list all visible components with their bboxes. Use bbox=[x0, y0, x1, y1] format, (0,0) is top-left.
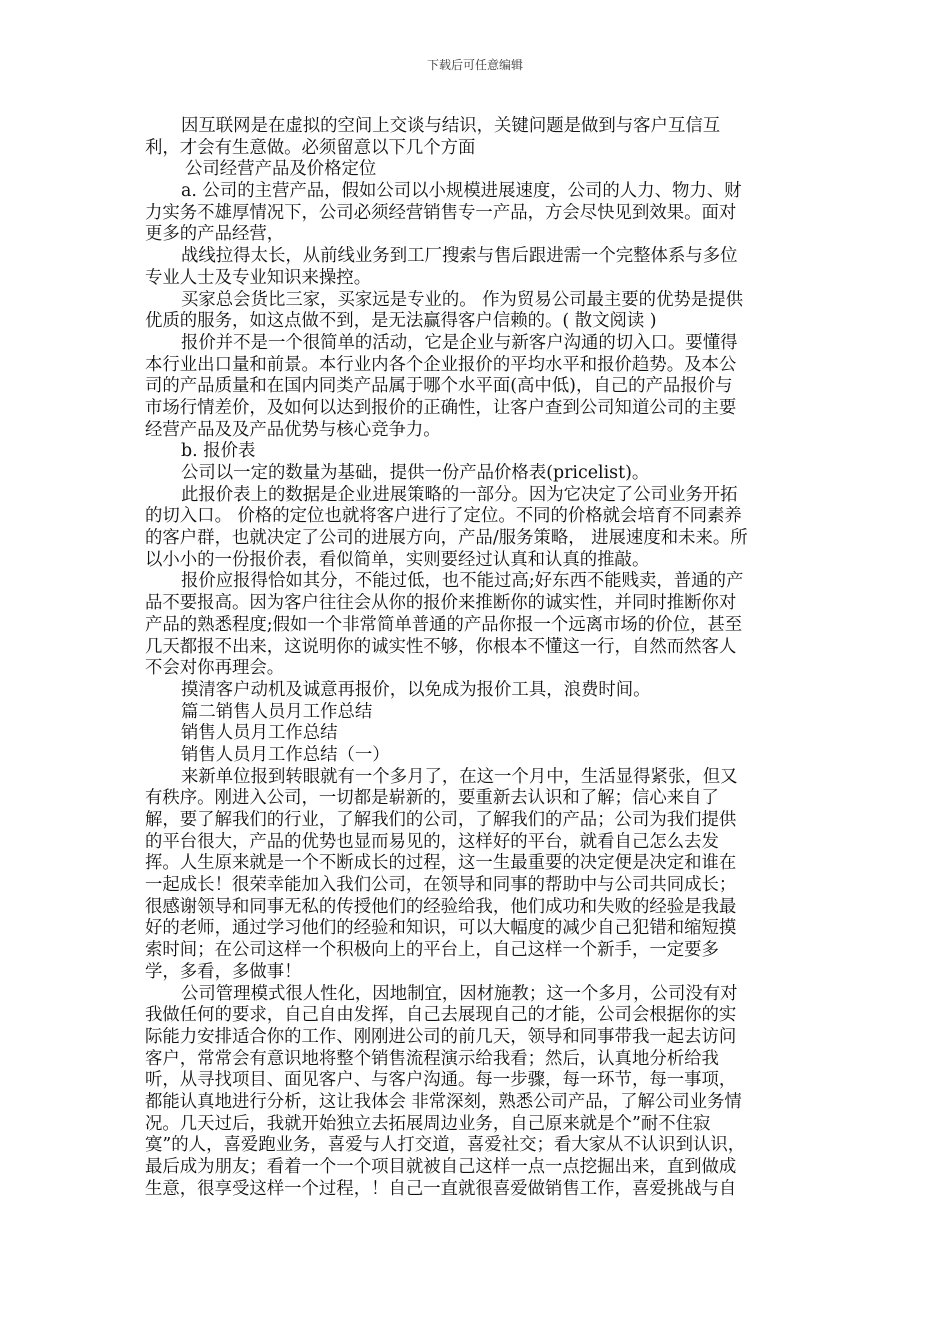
text-line: 力实务不雄厚情况下，公司必须经营销售专一产品，方会尽快见到效果。面对 bbox=[145, 202, 737, 223]
text-line: 篇二销售人员月工作总结 bbox=[181, 701, 373, 722]
text-line: 索时间；在公司这样一个积极向上的平台上，自己这样一个新手，一定要多 bbox=[145, 940, 719, 961]
text-line: 几天都报不出来，这说明你的诚实性不够，你根本不懂这一行，自然而然客人 bbox=[145, 636, 737, 657]
text-line: 客户，常常会有意识地将整个销售流程演示给我看；然后，认真地分析给我 bbox=[145, 1048, 719, 1069]
text-line: 的客户群，也就决定了公司的进展方向，产品/服务策略， 进展速度和未来。所 bbox=[145, 528, 748, 549]
text-line: 销售人员月工作总结 bbox=[181, 723, 338, 744]
text-line: 报价应报得恰如其分，不能过低，也不能过高;好东西不能贱卖，普通的产 bbox=[181, 571, 744, 592]
text-line: 最后成为朋友；看着一个一个项目就被自己这样一点一点挖掘出来，直到做成 bbox=[145, 1157, 737, 1177]
text-line: 的平台很大，产品的优势也显而易见的，这样好的平台，就看自己怎么去发 bbox=[145, 831, 719, 852]
text-line: 更多的产品经营， bbox=[145, 224, 285, 245]
text-line: 有秩序。刚进入公司，一切都是崭新的，要重新去认识和了解；信心来自了 bbox=[145, 788, 719, 809]
text-line: 市场行情差价，及如何以达到报价的正确性，让客户查到公司知道公司的主要 bbox=[145, 397, 737, 418]
text-line: 战线拉得太长，从前线业务到工厂搜索与售后跟进需一个完整体系与多位 bbox=[181, 246, 738, 267]
text-line: 况。几天过后，我就开始独立去拓展周边业务，自己原来就是个”耐不住寂 bbox=[145, 1113, 711, 1134]
text-line: 经营产品及及产品优势与核心竞争力。 bbox=[145, 419, 441, 440]
text-line: 公司经营产品及价格定位 bbox=[185, 159, 377, 180]
text-line: 一起成长！很荣幸能加入我们公司，在领导和同事的帮助中与公司共同成长； bbox=[145, 875, 737, 896]
text-line: 利，才会有生意做。必须留意以下几个方面 bbox=[145, 137, 476, 158]
text-line: 以小小的一份报价表，看似简单，实则要经过认真和认真的推敲。 bbox=[145, 549, 650, 570]
text-line: 解，要了解我们的行业，了解我们的公司，了解我们的产品；公司为我们提供 bbox=[145, 810, 737, 830]
text-line: 好的老师，通过学习他们的经验和知识，可以大幅度的减少自己犯错和缩短摸 bbox=[145, 918, 737, 939]
text-line: 听，从寻找项目、面见客户、与客户沟通。每一步骤，每一环节，每一事项， bbox=[145, 1070, 737, 1091]
text-line: 买家总会货比三家，买家远是专业的。 作为贸易公司最主要的优势是提供 bbox=[181, 289, 744, 310]
text-line: 寞”的人，喜爱跑业务，喜爱与人打交道，喜爱社交；看大家从不认识到认识， bbox=[145, 1135, 746, 1156]
text-line: 挥。人生原来就是一个不断成长的过程，这一生最重要的决定便是决定和谁在 bbox=[145, 853, 737, 874]
text-line: 专业人士及专业知识来操控。 bbox=[145, 267, 372, 288]
text-line: 公司管理模式很人性化，因地制宜，因材施教；这一个多月，公司没有对 bbox=[181, 983, 738, 1004]
text-line: 此报价表上的数据是企业进展策略的一部分。因为它决定了公司业务开拓 bbox=[181, 484, 738, 505]
text-line: 本行业出口量和前景。本行业内各个企业报价的平均水平和报价趋势。及本公 bbox=[145, 354, 737, 375]
text-line: 的切入口。 价格的定位也就将客户进行了定位。不同的价格就会培育不同素养 bbox=[145, 506, 742, 527]
page-header: 下载后可任意编辑 bbox=[426, 58, 523, 72]
text-line: 学，多看，多做事！ bbox=[145, 961, 302, 982]
text-line: 优质的服务，如这点做不到，是无法赢得客户信赖的。( 散文阅读 ) bbox=[145, 311, 657, 332]
text-line: 因互联网是在虚拟的空间上交谈与结识，关键问题是做到与客户互信互 bbox=[181, 116, 721, 136]
text-line: a. 公司的主营产品，假如公司以小规模进展速度，公司的人力、物力、财 bbox=[181, 181, 742, 202]
text-line: 我做任何的要求，自己自由发挥，自己去展现自己的才能，公司会根据你的实 bbox=[145, 1005, 737, 1026]
text-line: 摸清客户动机及诚意再报价，以免成为报价工具，浪费时间。 bbox=[181, 679, 651, 700]
text-line: 公司以一定的数量为基础，提供一份产品价格表(pricelist)。 bbox=[181, 463, 650, 483]
text-line: 不会对你再理会。 bbox=[145, 658, 285, 679]
text-line: b. 报价表 bbox=[181, 441, 256, 462]
text-line: 品不要报高。因为客户往往会从你的报价来推断你的诚实性，并同时推断你对 bbox=[145, 593, 737, 614]
text-line: 报价并不是一个很简单的活动，它是企业与新客户沟通的切入口。要懂得 bbox=[181, 332, 738, 353]
text-line: 很感谢领导和同事无私的传授他们的经验给我，他们成功和失败的经验是我最 bbox=[145, 896, 737, 917]
text-line: 都能认真地进行分析，这让我体会 非常深刻，熟悉公司产品，了解公司业务情 bbox=[145, 1091, 742, 1112]
text-line: 产品的熟悉程度;假如一个非常简单普通的产品你报一个远离市场的价位，甚至 bbox=[145, 614, 743, 635]
text-line: 来新单位报到转眼就有一个多月了，在这一个月中，生活显得紧张，但又 bbox=[181, 766, 738, 787]
text-line: 销售人员月工作总结（一） bbox=[181, 744, 390, 765]
text-line: 际能力安排适合你的工作、刚刚进公司的前几天，领导和同事带我一起去访问 bbox=[145, 1026, 737, 1047]
text-line: 生意，很享受这样一个过程，！自己一直就很喜爱做销售工作，喜爱挑战与自 bbox=[145, 1178, 737, 1199]
document-body bbox=[145, 116, 805, 1200]
text-line: 司的产品质量和在国内同类产品属于哪个水平面(高中低)，自己的产品报价与 bbox=[145, 376, 733, 397]
